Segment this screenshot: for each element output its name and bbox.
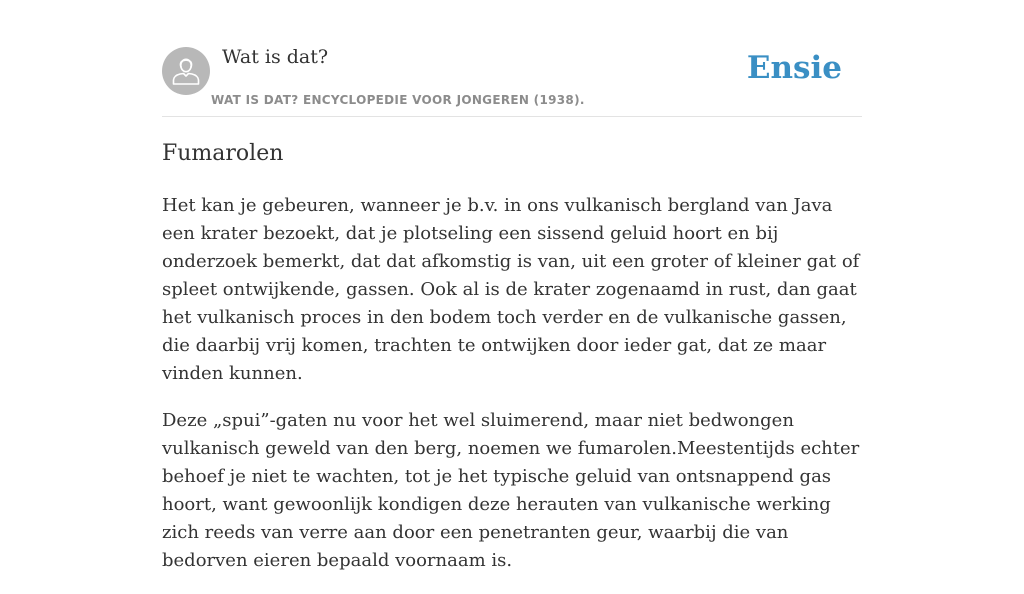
article-paragraph: Deze „spui”-gaten nu voor het wel sluimerend, maar niet bedwongen vulkanisch geweld van den berg, noemen we fumarolen.Meestentijds echter behoef je niet te wachten, tot je het typische geluid van ontsnappend gas hoort, want gewoonlijk kondigen deze herauten van vulkanische werking zich reeds van verre aan door een penetranten geur, waarbij die van bedorven eieren bepaald voornaam is.: [162, 410, 860, 571]
source-title[interactable]: Wat is dat?: [222, 46, 329, 68]
article-title: Fumarolen: [162, 141, 284, 166]
user-icon[interactable]: [162, 47, 210, 95]
source-header: [162, 0, 862, 117]
ensie-logo[interactable]: Ensie: [746, 50, 842, 86]
source-subtitle[interactable]: WAT IS DAT? ENCYCLOPEDIE VOOR JONGEREN (1938).: [211, 93, 585, 107]
article-body: [162, 192, 868, 594]
article-paragraph: Het kan je gebeuren, wanneer je b.v. in ons vulkanisch bergland van Java een krater bezoekt, dat je plotseling een sissend geluid hoort en bij onderzoek bemerkt, dat dat afkomstig is van, uit een groter of kleiner gat of spleet ontwijkende, gassen. Ook al is de krater zogenaamd in rust, dan gaat het vulkanisch proces in den bodem toch verder en de vulkanische gassen, die daarbij vrij komen, trachten te ontwijken door ieder gat, dat ze maar vinden kunnen.: [162, 195, 860, 384]
